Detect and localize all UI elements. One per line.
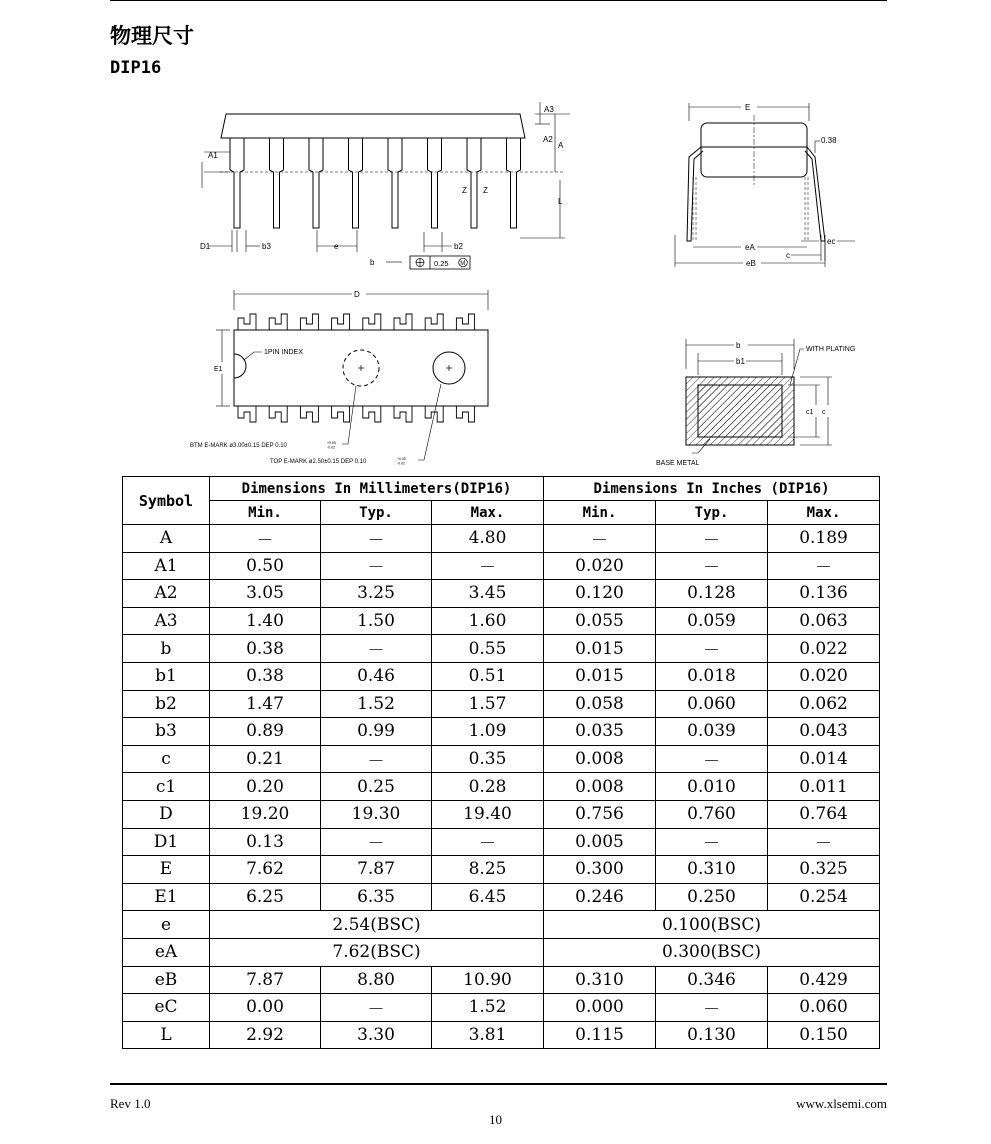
website-url: www.xlsemi.com — [796, 1096, 887, 1111]
table-cell: 0.764 — [768, 800, 880, 828]
table-row — [123, 883, 880, 911]
label-btm-mark: BTM E-MARK ø3.00±0.15 DEP 0.10 — [190, 443, 287, 449]
top-view-drawing — [186, 286, 506, 470]
table-cell: 1.52 — [432, 994, 544, 1022]
label-e: e — [334, 242, 339, 251]
label-top-tol-up: +0.05 — [397, 457, 406, 461]
table-cell: 0.010 — [656, 773, 768, 801]
table-cell: 7.87 — [210, 966, 321, 994]
pin-outline — [456, 406, 474, 422]
page-number: 10 — [489, 1112, 502, 1127]
label-ea: eA — [745, 243, 755, 252]
table-cell: 1.50 — [321, 607, 432, 635]
table-cell: 0.50 — [210, 552, 321, 580]
table-cell: 0.043 — [768, 718, 880, 746]
table-cell: 0.150 — [768, 1021, 880, 1049]
table-cell: A2 — [123, 580, 210, 608]
in-min-header: Min. — [544, 501, 656, 525]
label-a: A — [558, 141, 564, 150]
label-b3: b3 — [262, 242, 271, 251]
table-cell: 0.008 — [544, 745, 656, 773]
table-cell: b — [123, 635, 210, 663]
table-cell: 0.325 — [768, 856, 880, 884]
table-cell: 0.128 — [656, 580, 768, 608]
table-row — [123, 800, 880, 828]
table-cell: 3.30 — [321, 1021, 432, 1049]
pin-outline — [456, 314, 474, 330]
table-cell: b2 — [123, 690, 210, 718]
table-cell: A — [123, 525, 210, 553]
label-d1: D1 — [200, 242, 211, 251]
pin-outline — [363, 314, 381, 330]
label-tolerance-mod: M — [460, 261, 466, 267]
table-cell: 0.760 — [656, 800, 768, 828]
table-cell: 1.57 — [432, 690, 544, 718]
label-e-dim: E — [745, 103, 751, 112]
revision: Rev 1.0 — [110, 1096, 151, 1111]
table-cell: 8.80 — [321, 966, 432, 994]
pin-outline — [388, 138, 402, 228]
table-cell: 0.008 — [544, 773, 656, 801]
table-row — [123, 662, 880, 690]
table-cell: － — [432, 552, 544, 580]
table-cell: 3.81 — [432, 1021, 544, 1049]
table-cell: 6.45 — [432, 883, 544, 911]
table-row — [123, 938, 880, 966]
table-cell: － — [432, 828, 544, 856]
table-cell: 0.014 — [768, 745, 880, 773]
table-row — [123, 856, 880, 884]
table-cell: L — [123, 1021, 210, 1049]
label-top-tol-down: -0.02 — [397, 461, 405, 466]
pin-outline — [238, 406, 256, 422]
table-cell: 0.429 — [768, 966, 880, 994]
table-cell: － — [768, 552, 880, 580]
label-z1: Z — [462, 186, 467, 195]
label-btm-tol-down: -0.02 — [327, 445, 335, 450]
side-view-drawing — [190, 100, 580, 275]
pin-outline — [269, 406, 287, 422]
table-cell: 1.60 — [432, 607, 544, 635]
label-a1: A1 — [208, 151, 218, 160]
table-cell: 0.254 — [768, 883, 880, 911]
dimension-table-body — [123, 525, 880, 1049]
table-cell: 0.020 — [768, 662, 880, 690]
table-cell: 0.55 — [432, 635, 544, 663]
table-cell: e — [123, 911, 210, 939]
table-cell: 10.90 — [432, 966, 544, 994]
bottom-rule — [110, 1083, 887, 1085]
label-section-c: c — [822, 409, 826, 416]
table-cell: － — [656, 828, 768, 856]
label-pin-index: 1PIN INDEX — [264, 349, 303, 356]
table-cell: 6.25 — [210, 883, 321, 911]
pin-outline — [467, 138, 481, 228]
table-cell: E — [123, 856, 210, 884]
table-cell: 0.25 — [321, 773, 432, 801]
table-cell: 0.060 — [768, 994, 880, 1022]
section-title: 物理尺寸 — [110, 23, 194, 48]
table-cell: 0.062 — [768, 690, 880, 718]
table-cell: 0.250 — [656, 883, 768, 911]
label-angle: 0.38 — [821, 136, 837, 145]
table-row — [123, 580, 880, 608]
table-cell: 7.62(BSC) — [210, 938, 544, 966]
table-cell: b3 — [123, 718, 210, 746]
table-row — [123, 552, 880, 580]
label-c1: c1 — [806, 409, 814, 416]
table-cell: 2.54(BSC) — [210, 911, 544, 939]
symbol-header: Symbol — [123, 477, 210, 525]
table-cell: 19.30 — [321, 800, 432, 828]
table-row — [123, 745, 880, 773]
table-row — [123, 773, 880, 801]
table-cell: D1 — [123, 828, 210, 856]
table-cell: － — [321, 552, 432, 580]
label-z2: Z — [483, 186, 488, 195]
table-cell: － — [321, 745, 432, 773]
table-cell: 0.035 — [544, 718, 656, 746]
table-cell: 0.35 — [432, 745, 544, 773]
pin-outline — [394, 406, 412, 422]
table-cell: 0.20 — [210, 773, 321, 801]
table-cell: eB — [123, 966, 210, 994]
table-row — [123, 966, 880, 994]
table-cell: 0.100(BSC) — [544, 911, 880, 939]
label-with-plating: WITH PLATING — [806, 346, 856, 353]
table-cell: 0.38 — [210, 662, 321, 690]
label-a2: A2 — [543, 135, 553, 144]
label-a3: A3 — [544, 105, 554, 114]
table-cell: 0.246 — [544, 883, 656, 911]
table-cell: 0.00 — [210, 994, 321, 1022]
table-cell: 0.018 — [656, 662, 768, 690]
table-cell: 7.62 — [210, 856, 321, 884]
table-row — [123, 635, 880, 663]
table-row — [123, 607, 880, 635]
table-cell: 0.38 — [210, 635, 321, 663]
mm-max-header: Max. — [432, 501, 544, 525]
pin-outline — [507, 138, 521, 228]
table-cell: eA — [123, 938, 210, 966]
table-cell: 0.060 — [656, 690, 768, 718]
table-cell: 0.130 — [656, 1021, 768, 1049]
label-top-mark: TOP E-MARK ø2.50±0.15 DEP 0.10 — [270, 459, 367, 465]
mm-typ-header: Typ. — [321, 501, 432, 525]
pin-outline — [300, 314, 318, 330]
label-ec: ec — [827, 237, 836, 246]
label-d: D — [354, 290, 360, 299]
table-cell: 19.20 — [210, 800, 321, 828]
table-cell: 0.055 — [544, 607, 656, 635]
table-cell: － — [656, 745, 768, 773]
table-row — [123, 911, 880, 939]
table-cell: c — [123, 745, 210, 773]
table-cell: － — [656, 525, 768, 553]
table-cell: 0.21 — [210, 745, 321, 773]
table-row — [123, 525, 880, 553]
label-tolerance: 0.25 — [434, 259, 449, 268]
in-typ-header: Typ. — [656, 501, 768, 525]
table-cell: 0.28 — [432, 773, 544, 801]
label-c: c — [786, 251, 790, 260]
table-cell: － — [210, 525, 321, 553]
table-cell: － — [656, 552, 768, 580]
table-cell: 7.87 — [321, 856, 432, 884]
table-cell: 0.020 — [544, 552, 656, 580]
table-cell: － — [656, 635, 768, 663]
table-cell: － — [321, 635, 432, 663]
table-cell: 2.92 — [210, 1021, 321, 1049]
label-b2: b2 — [454, 242, 463, 251]
table-cell: c1 — [123, 773, 210, 801]
pin-outline — [269, 314, 287, 330]
inch-header: Dimensions In Inches (DIP16) — [544, 477, 880, 501]
table-cell: － — [656, 994, 768, 1022]
table-cell: b1 — [123, 662, 210, 690]
table-row — [123, 718, 880, 746]
top-rule — [110, 0, 887, 1]
lead-section-drawing — [650, 335, 880, 475]
table-cell: 0.039 — [656, 718, 768, 746]
table-cell: 0.120 — [544, 580, 656, 608]
table-row — [123, 828, 880, 856]
table-cell: 0.46 — [321, 662, 432, 690]
table-cell: 0.015 — [544, 635, 656, 663]
table-cell: 19.40 — [432, 800, 544, 828]
table-cell: 0.310 — [656, 856, 768, 884]
table-cell: 0.136 — [768, 580, 880, 608]
pin-outline — [238, 314, 256, 330]
table-cell: 0.059 — [656, 607, 768, 635]
table-cell: 0.189 — [768, 525, 880, 553]
table-cell: 1.40 — [210, 607, 321, 635]
pin-outline — [332, 406, 350, 422]
table-cell: 0.005 — [544, 828, 656, 856]
label-b: b — [370, 258, 375, 267]
table-cell: 0.022 — [768, 635, 880, 663]
table-cell: 0.756 — [544, 800, 656, 828]
table-cell: D — [123, 800, 210, 828]
table-cell: 8.25 — [432, 856, 544, 884]
table-cell: 0.99 — [321, 718, 432, 746]
pin-outline — [230, 138, 244, 228]
pin-outline — [428, 138, 442, 228]
table-cell: 3.25 — [321, 580, 432, 608]
label-eb: eB — [746, 259, 756, 268]
package-name: DIP16 — [110, 58, 162, 78]
label-e1: E1 — [214, 366, 223, 373]
table-cell: 6.35 — [321, 883, 432, 911]
table-cell: 0.300(BSC) — [544, 938, 880, 966]
table-cell: E1 — [123, 883, 210, 911]
table-cell: 0.13 — [210, 828, 321, 856]
table-cell: eC — [123, 994, 210, 1022]
table-cell: 0.011 — [768, 773, 880, 801]
dimension-table — [122, 476, 880, 1049]
pin-outline — [332, 314, 350, 330]
pin-outline — [363, 406, 381, 422]
pin-outline — [425, 314, 443, 330]
table-cell: A3 — [123, 607, 210, 635]
pin-outline — [394, 314, 412, 330]
table-cell: － — [321, 994, 432, 1022]
table-cell: A1 — [123, 552, 210, 580]
label-btm-tol-up: +0.05 — [327, 441, 336, 445]
label-base-metal: BASE METAL — [656, 460, 700, 467]
table-cell: 0.115 — [544, 1021, 656, 1049]
end-view-drawing — [665, 95, 875, 275]
table-cell: 0.310 — [544, 966, 656, 994]
table-row — [123, 1021, 880, 1049]
pin-outline — [309, 138, 323, 228]
pin-outline — [300, 406, 318, 422]
table-cell: 0.063 — [768, 607, 880, 635]
table-cell: 0.89 — [210, 718, 321, 746]
table-cell: － — [768, 828, 880, 856]
in-max-header: Max. — [768, 501, 880, 525]
label-l: L — [558, 197, 563, 206]
table-cell: 3.05 — [210, 580, 321, 608]
mm-header: Dimensions In Millimeters(DIP16) — [210, 477, 544, 501]
table-cell: － — [544, 525, 656, 553]
table-row — [123, 690, 880, 718]
mm-min-header: Min. — [210, 501, 321, 525]
label-section-b: b — [736, 341, 741, 350]
table-cell: － — [321, 525, 432, 553]
pin-outline — [349, 138, 363, 228]
pin-outline — [270, 138, 284, 228]
table-cell: 0.015 — [544, 662, 656, 690]
table-cell: 1.09 — [432, 718, 544, 746]
table-cell: － — [321, 828, 432, 856]
table-cell: 4.80 — [432, 525, 544, 553]
table-row — [123, 994, 880, 1022]
table-cell: 1.52 — [321, 690, 432, 718]
table-cell: 3.45 — [432, 580, 544, 608]
label-b1: b1 — [736, 357, 745, 366]
table-cell: 0.51 — [432, 662, 544, 690]
table-cell: 0.058 — [544, 690, 656, 718]
table-cell: 0.300 — [544, 856, 656, 884]
table-cell: 0.000 — [544, 994, 656, 1022]
table-cell: 0.346 — [656, 966, 768, 994]
table-cell: 1.47 — [210, 690, 321, 718]
